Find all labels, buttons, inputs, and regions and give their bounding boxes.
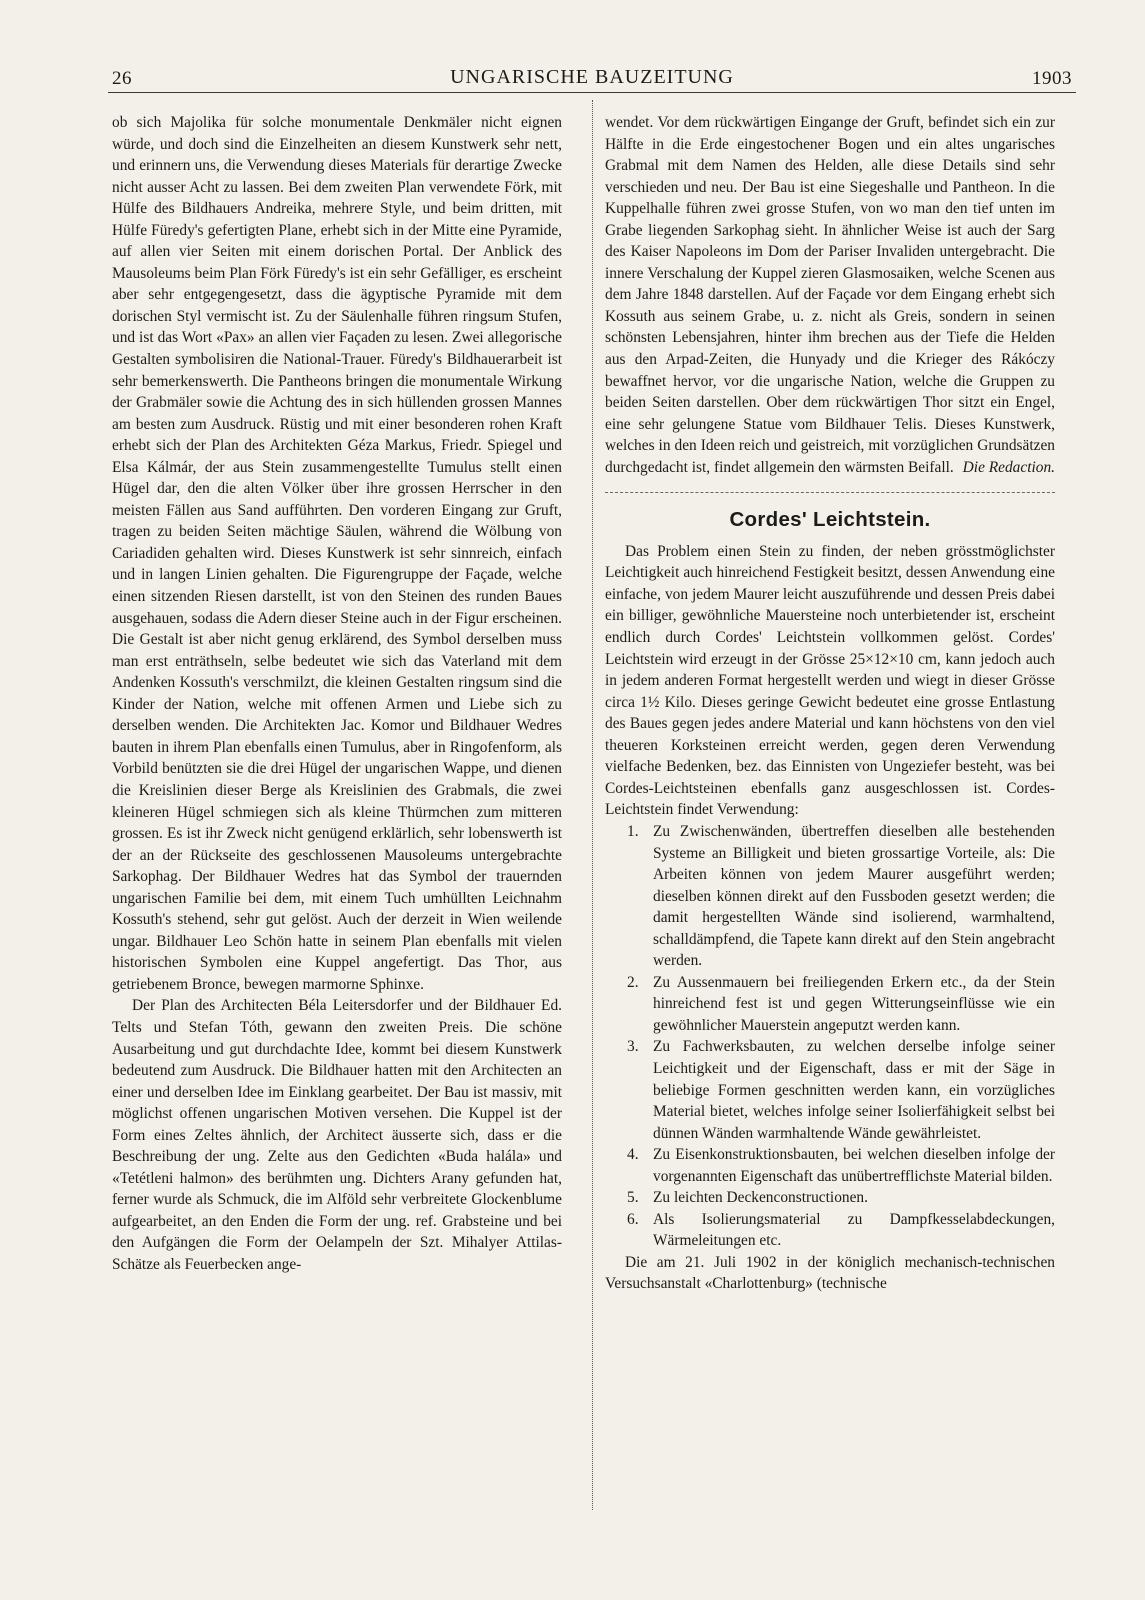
header-rule xyxy=(108,92,1076,93)
left-column xyxy=(112,112,562,1276)
page-number: 26 xyxy=(112,68,132,89)
list-item-text: Zu leichten Deckenconstructionen. xyxy=(653,1189,868,1207)
list-item-number: 6. xyxy=(627,1210,639,1228)
left-paragraph-2: Der Plan des Architecten Béla Leitersdorfer und der Bildhauer Ed. Telts und Stefan Tóth, gewann den zweiten Preis. Die schöne Ausarbeitung und gut durchdachte Idee, kommt bei diesem Kunstwerk bedeutend zum Ausdruck. Die Bildhauer hatten mit den Architecten an einer und derselben Idee im Einklang gearbeitet. Der Bau ist massiv, mit möglichst offenen ungarischen Motiven versehen. Die Kuppel ist der Form eines Zeltes ähnlich, der Architect äusserte sich, dass er die Beschreibung der ung. Zelte aus den Gedichten «Buda halála» und «Tetétleni halmon» des berühmten ung. Dichters Arany gefunden hat, ferner wurde als Schmuck, die im Alföld sehr verbreitete Glockenblume aufgearbeitet, an den Enden die Form der ung. ref. Grabsteine und bei den Aufgängen die Form der Oelampeln der Szt. Mihalyer Attilas-Schätze als Feuerbecken ange- xyxy=(112,997,562,1273)
list-item xyxy=(605,1209,1055,1252)
list-item-text: Als Isolierungsmaterial zu Dampfkesselabdeckungen, Wärmeleitungen etc. xyxy=(653,1210,1055,1250)
right-column xyxy=(605,112,1055,1295)
running-header xyxy=(112,62,1072,92)
list-item-number: 1. xyxy=(627,822,639,840)
list-item-text: Zu Eisenkonstruktionsbauten, bei welchen dieselben infolge der vorgenannten Eigenschaft das unübertrefflichste Material bilden. xyxy=(653,1146,1055,1185)
list-item xyxy=(605,972,1055,1037)
list-item-number: 2. xyxy=(627,973,639,991)
list-item xyxy=(605,1144,1055,1187)
intro-paragraph: Das Problem einen Stein zu finden, der neben grösstmöglichster Leichtigkeit auch hinreichend Festigkeit besitzt, dessen Anwendung eine einfache, von jedem Maurer leicht auszuführende und dessen Preis dabei ein billiger, gewöhnliche Mauersteine noch unterbietender ist, erscheint endlich durch Cordes' Leichtstein vollkommen gelöst. Cordes' Leichtstein wird erzeugt in der Grösse 25×12×10 cm, kann jedoch auch in jedem anderen Format hergestellt werden und wiegt in dieser Grösse circa 1½ Kilo. Dieses geringe Gewicht bedeutet eine grosse Entlastung des Baues gegen jedes andere Material und kann höchstens von den viel theueren Korksteinen erreicht werden, gegen deren Verwendung vielfache Bedenken, bez. das Einnisten von Ungeziefer besteht, was bei Cordes-Leichtsteinen ebenfalls ganz ausgeschlossen ist. Cordes-Leichtstein findet Verwendung: xyxy=(605,542,1055,819)
list-item-number: 5. xyxy=(627,1189,639,1207)
closing-paragraph: Die am 21. Juli 1902 in der königlich mechanisch-technischen Versuchsanstalt «Charlottenburg» (technische xyxy=(605,1253,1055,1293)
list-item-text: Zu Zwischenwänden, übertreffen dieselben alle bestehenden Systeme an Billigkeit und bieten grossartige Vorteile, als: Die Arbeiten können von jedem Maurer ausgeführt werden; dieselben können direkt auf den Fussboden gesetzt werden; die damit hergestellten Wände sind isolierend, warmhaltend, schalldämpfend, die Tapete kann direkt auf den Stein angebracht werden. xyxy=(653,822,1055,970)
list-item-text: Zu Fachwerksbauten, zu welchen derselbe infolge seiner Leichtigkeit und der Eigenschaft, dass er mit der Säge in beliebige Formen geschnitten werden kann, ein vorzügliches Material bietet, welches infolge seiner Isolierfähigkeit selbst bei dünnen Wänden warmhaltende Wände gewährleistet. xyxy=(653,1038,1055,1142)
list-item xyxy=(605,1187,1055,1209)
column-divider xyxy=(592,100,593,1510)
year: 1903 xyxy=(1032,68,1072,89)
right-continuation-paragraph: wendet. Vor dem rückwärtigen Eingange der Gruft, befindet sich ein zur Hälfte in die Erde eingestochener Bogen und ein altes ungarisches Grabmal mit dem Namen des Helden, alle diese Details sind sehr verschieden und neu. Der Bau ist eine Siegeshalle und Pantheon. In die Kuppelhalle führen zwei grosse Stufen, von wo man den tief unten im Grabe liegenden Sarkophag sieht. In ähnlicher Weise ist auch der Sarg des Kaiser Napoleons im Dom der Pariser Invaliden untergebracht. Die innere Verschalung der Kuppel zieren Glasmosaiken, welche Scenen aus dem Jahre 1848 darstellen. Auf der Façade vor dem Eingang erhebt sich Kossuth aus seinem Grabe, u. z. nicht als Greis, sondern in seinen schönsten Lebensjahren, hinter ihm brechen aus der Tiefe die Helden aus den Arpad-Zeiten, die Hunyady und die Krieger des Rákóczy bewaffnet hervor, vor die ungarische Nation, welche die Gruppen zu beiden Seiten darstellen. Ober dem rückwärtigen Thor sitzt ein Engel, eine sehr gelungene Statue vom Bildhauer Telis. Dieses Kunstwerk, welches in den Ideen reich und geistreich, mit vorzüglichen Grundsätzen durchgedacht ist, findet allgemein den wärmsten Beifall. xyxy=(605,114,1055,476)
left-paragraph-1: ob sich Majolika für solche monumentale Denkmäler nicht eignen würde, und doch sind die Einzelheiten an diesem Kunstwerk sehr nett, und erinnern uns, die Verwendung dieses Materials für derartige Zwecke nicht ausser Acht zu lassen. Bei dem zweiten Plan verwendete Förk, mit Hülfe des Bildhauers Andreika, mehrere Style, und beim dritten, mit Hülfe Füredy's gefertigten Plane, erhebt sich in der Mitte eine Pyramide, auf allen vier Seiten mit einem dorischen Portal. Der Anblick des Mausoleums beim Plan Förk Füredy's ist ein sehr Gefälliger, es erscheint aber sehr entgegengesetzt, dass die ägyptische Pyramide mit dem dorischen Styl vermischt ist. Zu der Säulenhalle führen ringsum Stufen, und ist das Wort «Pax» an allen vier Façaden zu lesen. Zwei allegorische Gestalten symbolisiren die National-Trauer. Füredy's Bildhauerarbeit ist sehr bemerkenswerth. Die Pantheons bringen die monumentale Wirkung der Grabmäler sowie die Achtung des in sich hüllenden grossen Mannes am besten zum Ausdruck. Rüstig und mit einer besonderen rohen Kraft erhebt sich der Plan des Architekten Géza Markus, Friedr. Spiegel und Elsa Kálmár, der aus Stein zusammengestellte Tumulus stellt einen Hügel dar, den die alten Völker über ihre grossen Herrscher in den meisten Fällen aus Sand aufführten. Den vorderen Eingang zur Gruft, tragen zu beiden Seiten mächtige Säulen, während die Wölbung von Cariadiden gehalten wird. Dieses Kunstwerk ist sehr sinnreich, einfach und in langen Linien gehalten. Die Figurengruppe der Façade, welche einen sitzenden Riesen darstellt, ist von den Steinen des runden Baues ausgehauen, sodass die Adern dieser Steine auch in der Figur erscheinen. Die Gestalt ist aber nicht genug erklärend, des Symbol derselben muss man erst enträthseln, selbe bedeutet wie sich das Vaterland mit dem Andenken Kossuth's verschmilzt, die kleinen Gestalten ringsum sind die Kinder der Nation, welche mit offenen Armen und Liebe sich zu derselben wenden. Die Architekten Jac. Komor und Bildhauer Wedres bauten in ihrem Plan ebenfalls einen Tumulus, aber in Ringofenform, als Vorbild benützten sie die drei Hügel der ungarischen Wappe, und dienen die Kreislinien dieser Berge als Kreislinien des Grabmals, die zwei kleineren Hügel schmiegen sich als kleine Thürmchen zum mitteren grossen. Es ist ihr Zweck nicht genügend erklärlich, sehr lobenswerth ist der an der Rückseite des geschlossenen Mausoleums untergebrachte Sarkophag. Der Bildhauer Wedres hat das Symbol der trauernden ungarischen Familie bei dem, mit einem Tuch umhüllten Leichnahm Kossuth's stehend, sehr gut gelöst. Auch der derzeit in Wien weilende ungar. Bildhauer Leo Schön hatte in seinem Plan ebenfalls mit vielen historischen Symbolen eine Kuppel angefertigt. Das Thor, aus getriebenem Bronce, bewegen marmorne Sphinxe. xyxy=(112,114,562,993)
editorial-signature: Die Redaction. xyxy=(962,458,1055,476)
list-item-text: Zu Aussenmauern bei freiliegenden Erkern etc., da der Stein hinreichend fest ist und gegen Witterungseinflüsse wie ein gewöhnlicher Mauerstein angeputzt werden kann. xyxy=(653,973,1055,1034)
list-item-number: 4. xyxy=(627,1146,639,1164)
uses-list xyxy=(605,821,1055,1252)
section-separator xyxy=(605,492,1055,493)
journal-title: UNGARISCHE BAUZEITUNG xyxy=(450,66,734,88)
section-title: Cordes' Leichtstein. xyxy=(729,508,931,532)
list-item xyxy=(605,1036,1055,1144)
list-item xyxy=(605,821,1055,972)
list-item-number: 3. xyxy=(627,1038,639,1056)
